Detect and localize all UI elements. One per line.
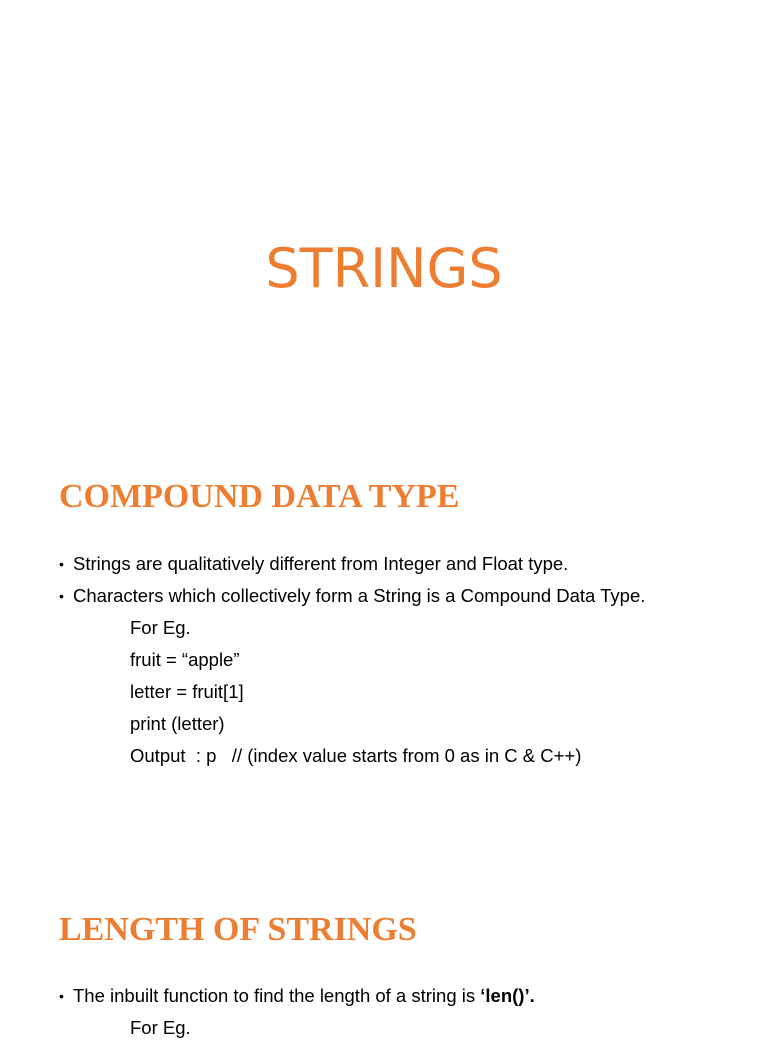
code-line: Output : p // (index value starts from 0 as in C & C++) [130, 745, 582, 766]
bullet-text: Strings are qualitatively different from Integer and Float type. [73, 553, 569, 574]
code-example [73, 1012, 749, 1044]
code-line: print (letter) [130, 713, 225, 734]
code-line: For Eg. [130, 1017, 191, 1038]
bullet-text: The inbuilt function to find the length of a string is [73, 985, 481, 1006]
section-heading-compound-data-type: COMPOUND DATA TYPE [59, 478, 460, 515]
bullet-item [59, 980, 749, 1044]
code-line: fruit = “apple” [130, 649, 240, 670]
bullet-list-length-of-strings [59, 980, 749, 1044]
bullet-item [59, 548, 749, 580]
bullet-icon: • [59, 588, 64, 604]
page-title: STRINGS [265, 237, 503, 300]
bullet-item [59, 580, 749, 772]
bullet-icon: • [59, 988, 64, 1004]
bullet-emphasis: ‘len()’. [480, 985, 535, 1006]
bullet-list-compound-data-type [59, 548, 749, 772]
code-example [73, 612, 749, 772]
bullet-text: Characters which collectively form a String is a Compound Data Type. [73, 585, 646, 606]
code-line: letter = fruit[1] [130, 681, 244, 702]
code-line: For Eg. [130, 617, 191, 638]
section-heading-length-of-strings: LENGTH OF STRINGS [59, 911, 417, 948]
bullet-icon: • [59, 556, 64, 572]
